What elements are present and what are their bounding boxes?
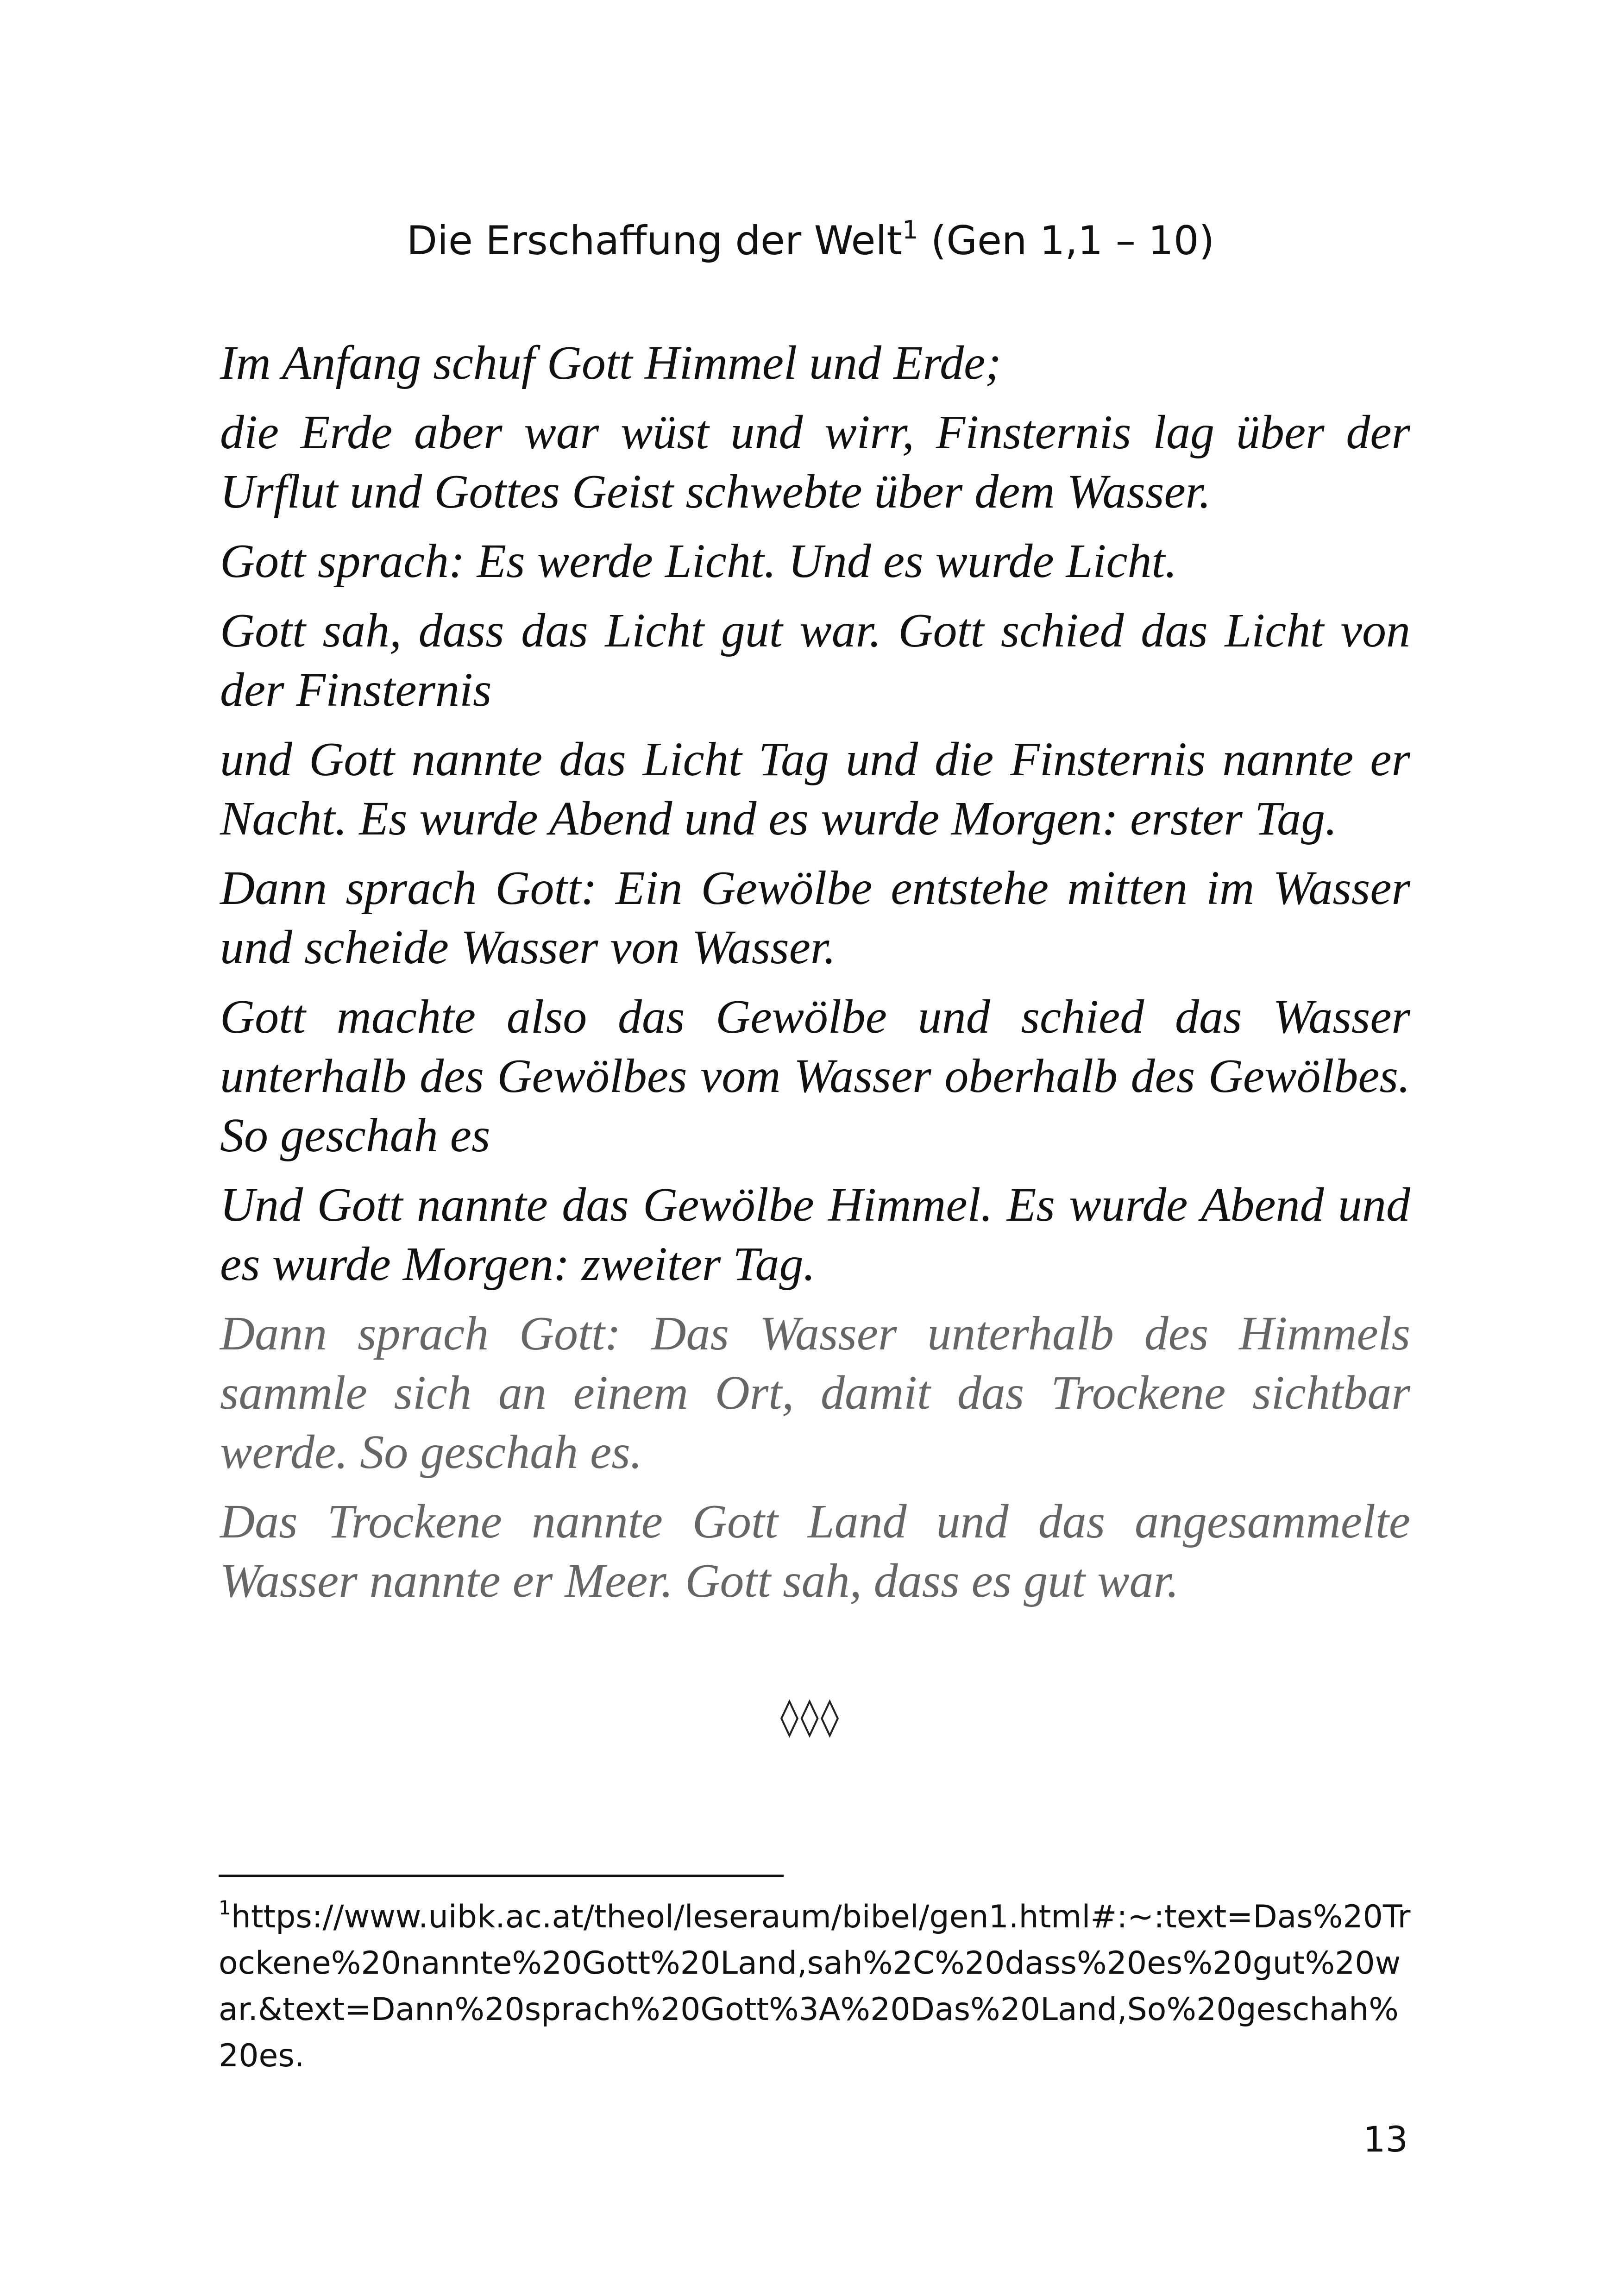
- verse-paragraph-4: Gott sah, dass das Licht gut war. Gott schied das Licht von der Finsternis: [220, 604, 1410, 716]
- verse-paragraph-1: Im Anfang schuf Gott Himmel und Erde;: [220, 336, 1001, 389]
- verse-paragraph-8: Und Gott nannte das Gewölbe Himmel. Es wurde Abend und es wurde Morgen: zweiter Tag.: [220, 1178, 1410, 1291]
- verse-paragraph-7: Gott machte also das Gewölbe und schied das Wasser unterhalb des Gewölbes vom Wasser oberhalb des Gewölbes. So geschah es: [220, 990, 1410, 1162]
- footnote-marker: 1: [219, 1896, 231, 1919]
- page-title: [0, 215, 1621, 264]
- footnote-link[interactable]: https://www.uibk.ac.at/theol/leseraum/bibel/gen1.html#:~:text=Das%20Trockene%20nannte%20Gott%20Land,sah%2C%20dass%20es%20gut%20war.&text=Dann%20sprach%20Gott%3A%20Das%20Land,So%20geschah%20es.: [219, 1899, 1411, 2074]
- verse-paragraph-10: Das Trockene nannte Gott Land und das angesammelte Wasser nannte er Meer. Gott sah, dass es gut war.: [220, 1495, 1410, 1607]
- verse-paragraph-5: und Gott nannte das Licht Tag und die Finsternis nannte er Nacht. Es wurde Abend und es wurde Morgen: erster Tag.: [220, 733, 1410, 845]
- verse-paragraph-3: Gott sprach: Es werde Licht. Und es wurde Licht.: [220, 534, 1177, 588]
- scripture-text: [220, 333, 1410, 1621]
- verse-paragraph-2: die Erde aber war wüst und wirr, Finsternis lag über der Urflut und Gottes Geist schwebte über dem Wasser.: [220, 406, 1410, 518]
- page-number: 13: [1363, 2119, 1408, 2160]
- title-text: Die Erschaffung der Welt: [406, 218, 903, 264]
- verse-paragraph-9: Dann sprach Gott: Das Wasser unterhalb des Himmels sammle sich an einem Ort, damit das Trockene sichtbar werde. So geschah es.: [220, 1307, 1410, 1479]
- footnote-separator: [219, 1875, 784, 1877]
- title-reference: (Gen 1,1 – 10): [930, 218, 1215, 264]
- title-footnote-marker[interactable]: 1: [902, 215, 918, 245]
- section-ornament: ◊◊◊: [780, 1695, 841, 1738]
- verse-paragraph-6: Dann sprach Gott: Ein Gewölbe entstehe mitten im Wasser und scheide Wasser von Wasser.: [220, 861, 1410, 974]
- footnote: [219, 1894, 1418, 2079]
